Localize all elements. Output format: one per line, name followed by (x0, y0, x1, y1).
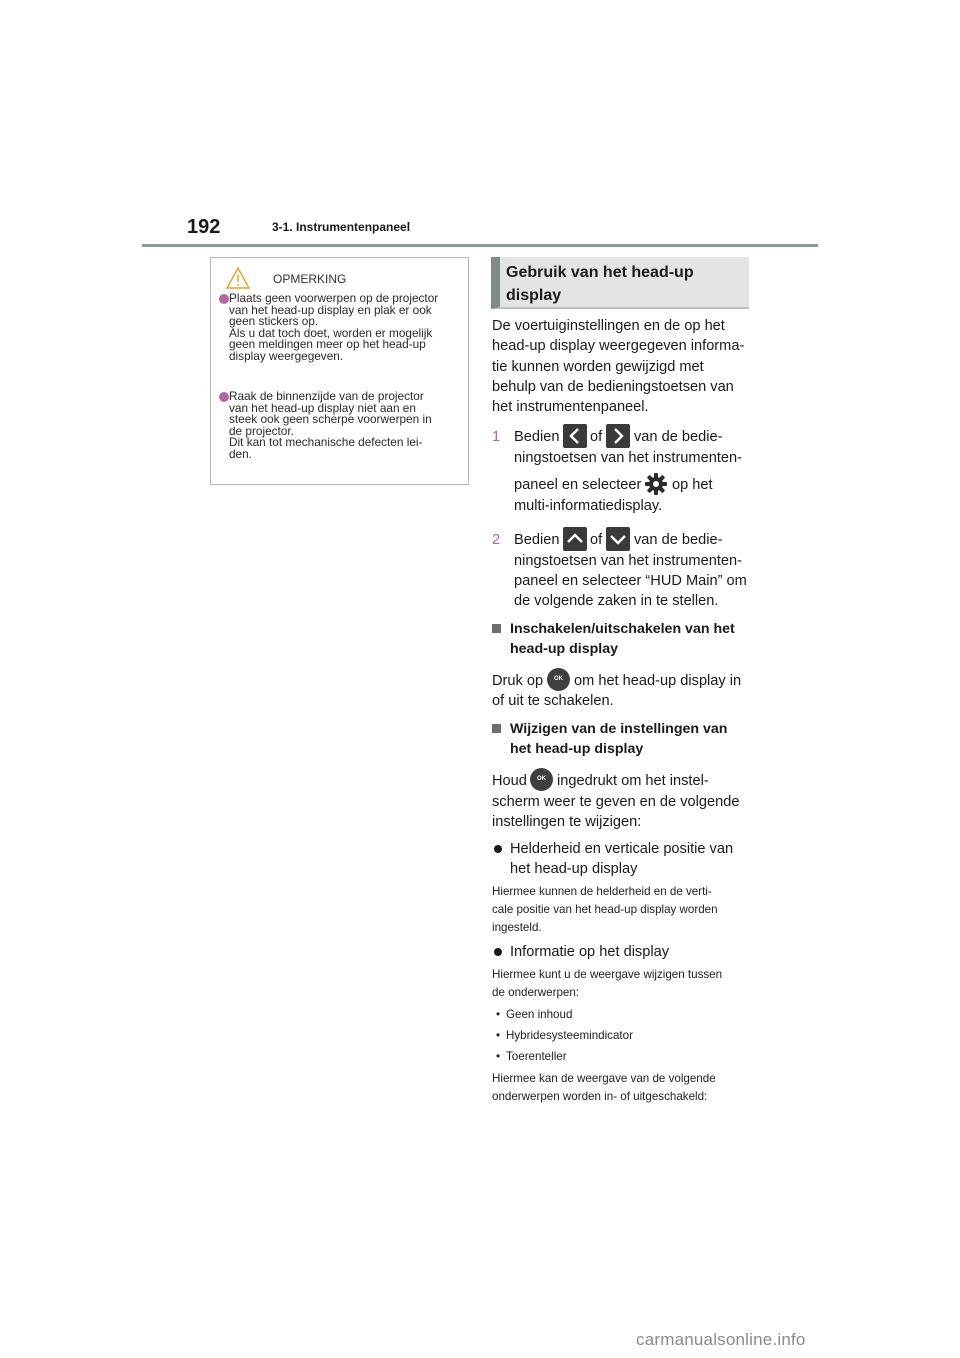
notice-item: Plaats geen voorwerpen op de projector van het head-up display en plak er ook geen stickers op. Als u dat toch doet, worden er mogelijk geen meldingen meer op het head-up display weergegeven. (219, 293, 467, 362)
page-number: 192 (187, 216, 221, 238)
step-number: 2 (492, 532, 501, 548)
bullet-icon (219, 294, 229, 304)
option-item: • Hybridesysteemindicator (496, 1029, 633, 1042)
subheading-toggle: Inschakelen/uitschakelen van het head-up display (492, 619, 750, 660)
chevron-down-icon (606, 527, 630, 551)
header-divider (142, 244, 818, 247)
list-item: Informatie op het display (492, 942, 750, 962)
chevron-up-icon (563, 527, 587, 551)
gear-icon (644, 472, 668, 496)
warning-triangle-icon (225, 266, 251, 290)
bullet-icon (219, 392, 229, 402)
square-bullet-icon (492, 724, 501, 733)
item-description: Hiermee kan de weergave van de volgende onderwerpen worden in- of uitgeschakeld: (492, 1072, 716, 1104)
notice-title: OPMERKING (273, 272, 347, 286)
bullet-icon (494, 948, 502, 956)
option-item: • Geen inhoud (496, 1008, 573, 1021)
ok-button-icon: OK (547, 668, 570, 691)
notice-item: Raak de binnenzijde van de projector van het head-up display niet aan en steek ook geen scherpe voorwerpen in de projector. Dit kan tot mechanische defecten lei- den. (219, 391, 467, 460)
chevron-right-icon (606, 424, 630, 448)
section-heading: Gebruik van het head-up display (491, 257, 749, 309)
square-bullet-icon (492, 624, 501, 633)
list-item: Helderheid en verticale positie van het head-up display (492, 839, 750, 880)
notice-box (210, 257, 469, 485)
item-description: Hiermee kunnen de helderheid en de verti- cale positie van het head-up display worden ingesteld. (492, 885, 718, 935)
ok-button-icon: OK (530, 768, 553, 791)
chevron-left-icon (563, 424, 587, 448)
option-item: • Toerenteller (496, 1050, 567, 1063)
intro-paragraph: De voertuiginstellingen en de op het head-up display weergegeven informa- tie kunnen worden gewijzigd met behulp van de bedieningstoetsen van het instrumentenpaneel. (492, 318, 745, 416)
subheading-settings: Wijzigen van de instellingen van het head-up display (492, 719, 750, 760)
section-title: 3-1. Instrumentenpaneel (272, 220, 411, 234)
notice-header (211, 264, 468, 290)
bullet-icon (494, 845, 502, 853)
step-number: 1 (492, 429, 501, 445)
watermark: carmanualsonline.info (636, 1330, 806, 1349)
page-header (142, 214, 818, 246)
item-description: Hiermee kunt u de weergave wijzigen tussen de onderwerpen: (492, 968, 723, 1000)
